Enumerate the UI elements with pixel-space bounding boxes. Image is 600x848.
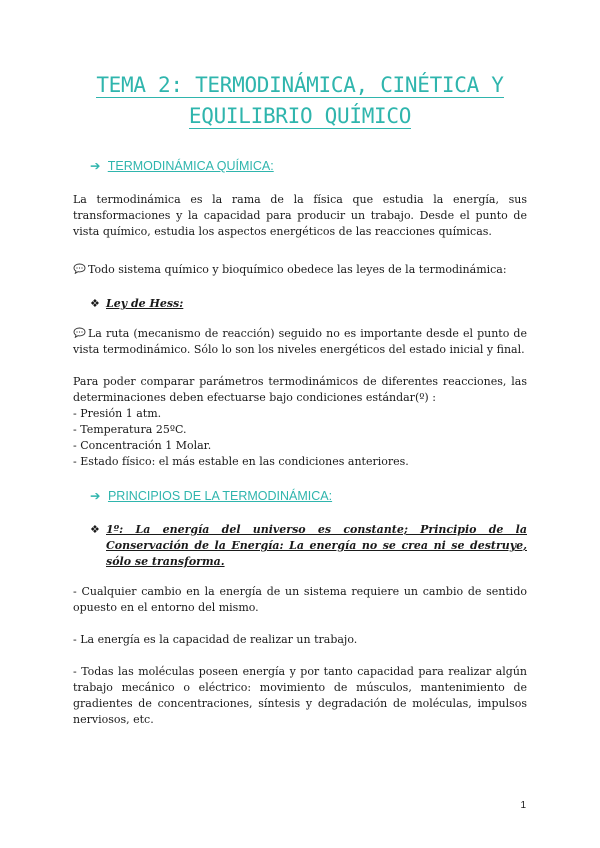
list-item: - Temperatura 25ºC. — [73, 423, 187, 436]
list-item: - Concentración 1 Molar. — [73, 439, 212, 452]
speech-bubble-icon — [73, 263, 86, 274]
note-paragraph-2 — [73, 326, 527, 358]
note-text: La ruta (mecanismo de reacción) seguido no es importante desde el punto de vista termodinámico. Sólo lo son los niveles energéticos del estado inicial y final. — [73, 327, 527, 356]
speech-bubble-icon — [73, 327, 86, 338]
section-heading-principles — [90, 488, 332, 504]
first-law-text: 1º: La energía del universo es constante; Principio de la Conservación de la Energía: La energía no se crea ni se destruye, sólo se transforma. — [106, 523, 527, 568]
hess-law-label: Ley de Hess: — [106, 297, 184, 310]
standard-conditions-list — [73, 406, 527, 470]
arrow-right-icon: ➔ — [90, 159, 101, 173]
title-line-1: TEMA 2: TERMODINÁMICA, CINÉTICA Y — [96, 73, 504, 97]
paragraph-energy-change: - Cualquier cambio en la energía de un sistema requiere un cambio de sentido opuesto en el entorno del mismo. — [73, 585, 527, 614]
arrow-right-icon: ➔ — [90, 489, 101, 503]
paragraph-molecules-energy: - Todas las moléculas poseen energía y por tanto capacidad para realizar algún trabajo mecánico o eléctrico: movimiento de músculos, mantenimiento de gradientes de concentraciones, síntesis y degradación de moléculas, impulsos nerviosos, etc. — [73, 665, 527, 726]
paragraph-energy-definition: - La energía es la capacidad de realizar un trabajo. — [73, 633, 358, 646]
note-paragraph-1 — [73, 262, 527, 278]
diamond-bullet-icon: ❖ — [90, 523, 100, 536]
intro-paragraph: La termodinámica es la rama de la física que estudia la energía, sus transformaciones y la capacidad para producir un trabajo. Desde el punto de vista químico, estudia los aspectos energéticos de las reacciones químicas. — [73, 193, 527, 238]
standard-conditions-intro: Para poder comparar parámetros termodinámicos de diferentes reacciones, las determinaciones deben efectuarse bajo condiciones estándar(º) : — [73, 375, 527, 404]
page-number: 1 — [520, 800, 526, 811]
section-heading-thermochem — [90, 158, 274, 174]
list-item: - Estado físico: el más estable en las condiciones anteriores. — [73, 455, 409, 468]
first-law-item — [90, 522, 527, 570]
page-title — [60, 72, 540, 130]
note-text: Todo sistema químico y bioquímico obedece las leyes de la termodinámica: — [88, 263, 507, 276]
hess-law-item — [90, 296, 527, 312]
section-label: PRINCIPIOS DE LA TERMODINÁMICA: — [107, 489, 333, 503]
title-line-2: EQUILIBRIO QUÍMICO — [188, 104, 412, 128]
section-label: TERMODINÁMICA QUÍMICA: — [107, 159, 274, 173]
diamond-bullet-icon: ❖ — [90, 297, 100, 310]
list-item: - Presión 1 atm. — [73, 407, 162, 420]
